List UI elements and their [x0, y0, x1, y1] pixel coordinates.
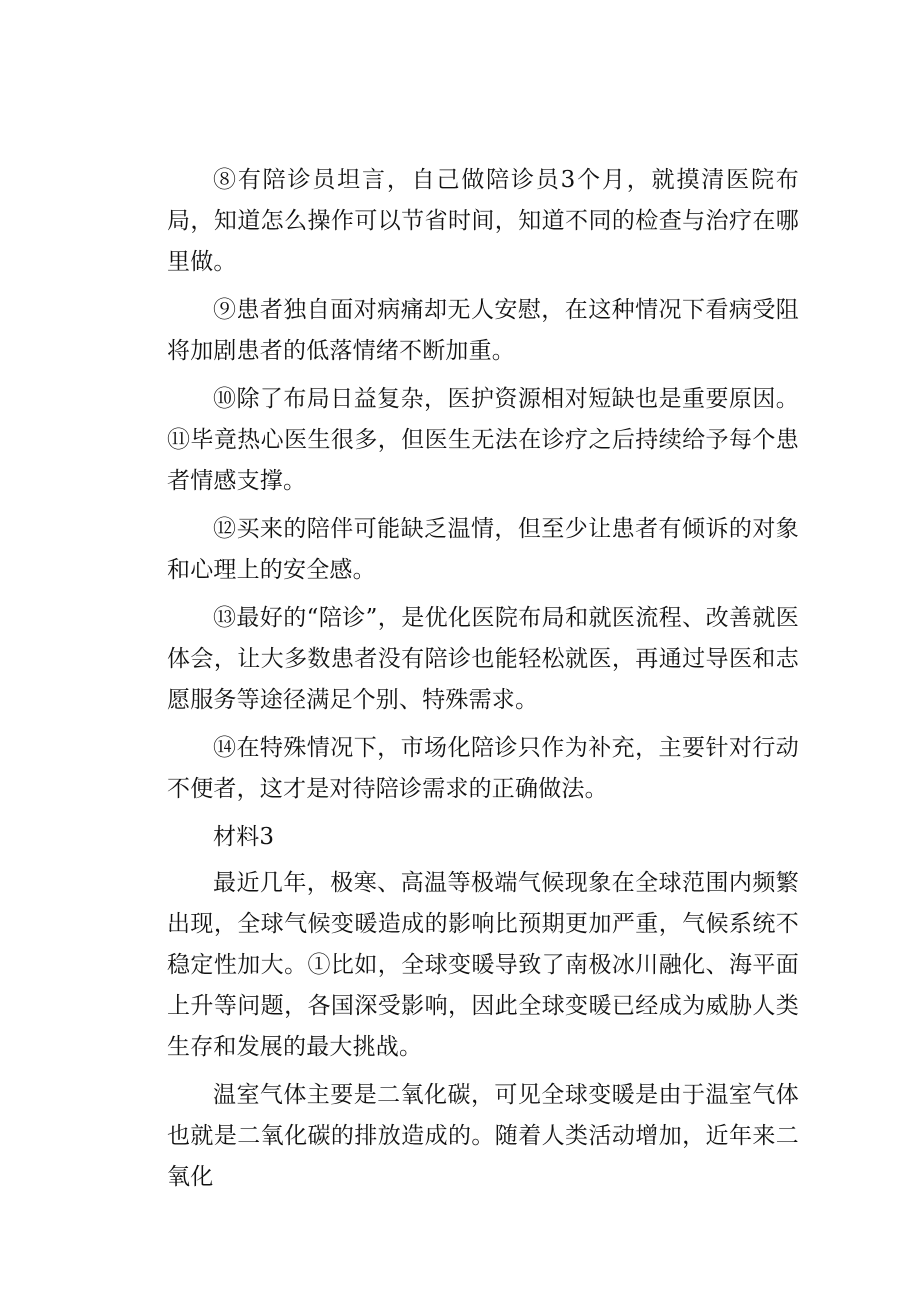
paragraph-13: ⑬最好的“陪诊”，是优化医院布局和就医流程、改善就医体会，让大多数患者没有陪诊也能轻松就医，再通过导医和志愿服务等途径满足个别、特殊需求。 [167, 605, 799, 713]
document-page [167, 160, 799, 1205]
paragraph-10-11: ⑩除了布局日益复杂，医护资源相对短缺也是重要原因。⑪毕竟热心医生很多，但医生无法在诊疗之后持续给予每个患者情感支撑。 [167, 386, 799, 494]
paragraph-material-3-intro: 最近几年，极寒、高温等极端气候现象在全球范围内频繁出现，全球气候变暖造成的影响比预期更加严重，气候系统不稳定性加大。①比如，全球变暖导致了南极冰川融化、海平面上升等问题，各国深受影响，因此全球变暖已经成为威胁人类生存和发展的最大挑战。 [167, 870, 799, 1060]
paragraph-9: ⑨患者独自面对病痛却无人安慰，在这种情况下看病受阻将加剧患者的低落情绪不断加重。 [167, 297, 799, 364]
section-heading-material-3: 材料3 [213, 824, 275, 850]
paragraph-greenhouse-gas: 温室气体主要是二氧化碳，可见全球变暖是由于温室气体也就是二氧化碳的排放造成的。随着人类活动增加，近年来二氧化 [167, 1082, 799, 1190]
paragraph-14: ⑭在特殊情况下，市场化陪诊只作为补充，主要针对行动不便者，这才是对待陪诊需求的正确做法。 [167, 735, 799, 802]
paragraph-12: ⑫买来的陪伴可能缺乏温情，但至少让患者有倾诉的对象和心理上的安全感。 [167, 516, 799, 583]
paragraph-8: ⑧有陪诊员坦言，自己做陪诊员3个月，就摸清医院布局，知道怎么操作可以节省时间，知道不同的检查与治疗在哪里做。 [167, 167, 799, 275]
